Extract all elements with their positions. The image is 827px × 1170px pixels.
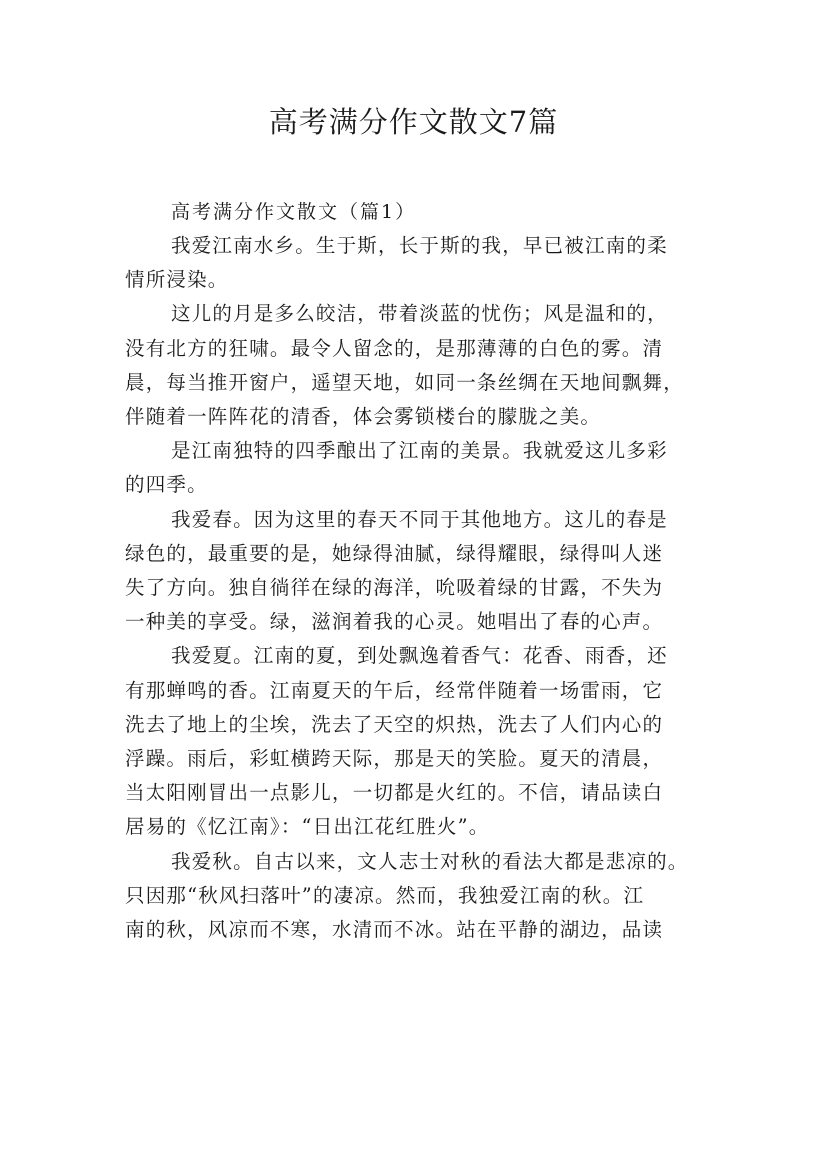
text-line: 伴随着一阵阵花的清香，体会雾锁楼台的朦胧之美。 — [125, 405, 602, 429]
text-line: 失了方向。独自徜徉在绿的海洋，吮吸着绿的甘露，不失为 — [125, 576, 664, 600]
text-line: 没有北方的狂啸。最令人留念的，是那薄薄的白色的雾。清 — [125, 336, 664, 360]
text-line: 一种美的享受。绿，滋润着我的心灵。她唱出了春的心声。 — [125, 610, 664, 634]
document-body — [125, 196, 709, 947]
text-line: 有那蝉鸣的香。江南夏天的午后，经常伴随着一场雷雨，它 — [125, 678, 664, 702]
paragraph — [125, 639, 709, 844]
paragraph — [125, 297, 709, 434]
text-line: 我爱江南水乡。生于斯，长于斯的我，早已被江南的柔 — [171, 234, 668, 257]
text-line: 浮躁。雨后，彩虹横跨天际，那是天的笑脸。夏天的清晨， — [125, 747, 664, 771]
text-line: 居易的《忆江南》：“日出江花红胜火”。 — [125, 815, 490, 839]
text-line: 我爱夏。江南的夏，到处飘逸着香气：花香、雨香，还 — [171, 644, 668, 668]
text-line: 南的秋，风凉而不寒，水清而不冰。站在平静的湖边，品读 — [125, 918, 664, 942]
text-line: 绿色的，最重要的是，她绿得油腻，绿得耀眼，绿得叫人迷 — [125, 541, 664, 565]
section-subtitle: 高考满分作文散文（篇1） — [171, 201, 417, 223]
text-line: 情所浸染。 — [125, 268, 229, 292]
text-line: 我爱秋。自古以来，文人志士对秋的看法大都是悲凉的。 — [171, 849, 689, 873]
paragraph — [125, 845, 709, 948]
text-line: 是江南独特的四季酿出了江南的美景。我就爱这儿多彩 — [171, 439, 668, 463]
text-line: 只因那“秋风扫落叶”的凄凉。然而，我独爱江南的秋。江 — [125, 883, 645, 907]
document-title: 高考满分作文散文7篇 — [268, 105, 559, 139]
text-line: 这儿的月是多么皎洁，带着淡蓝的忧伤；风是温和的， — [171, 302, 668, 326]
text-line: 晨，每当推开窗户，遥望天地，如同一条丝绸在天地间飘舞， — [125, 370, 684, 394]
text-line: 洗去了地上的尘埃，洗去了天空的炽热，洗去了人们内心的 — [125, 712, 664, 736]
text-line: 我爱春。因为这里的春天不同于其他地方。这儿的春是 — [171, 507, 668, 531]
paragraph — [125, 434, 709, 502]
text-line: 的四季。 — [125, 473, 208, 497]
paragraph — [125, 503, 709, 640]
paragraph — [125, 229, 709, 297]
text-line: 当太阳刚冒出一点影儿，一切都是火红的。不信，请品读白 — [125, 781, 664, 805]
